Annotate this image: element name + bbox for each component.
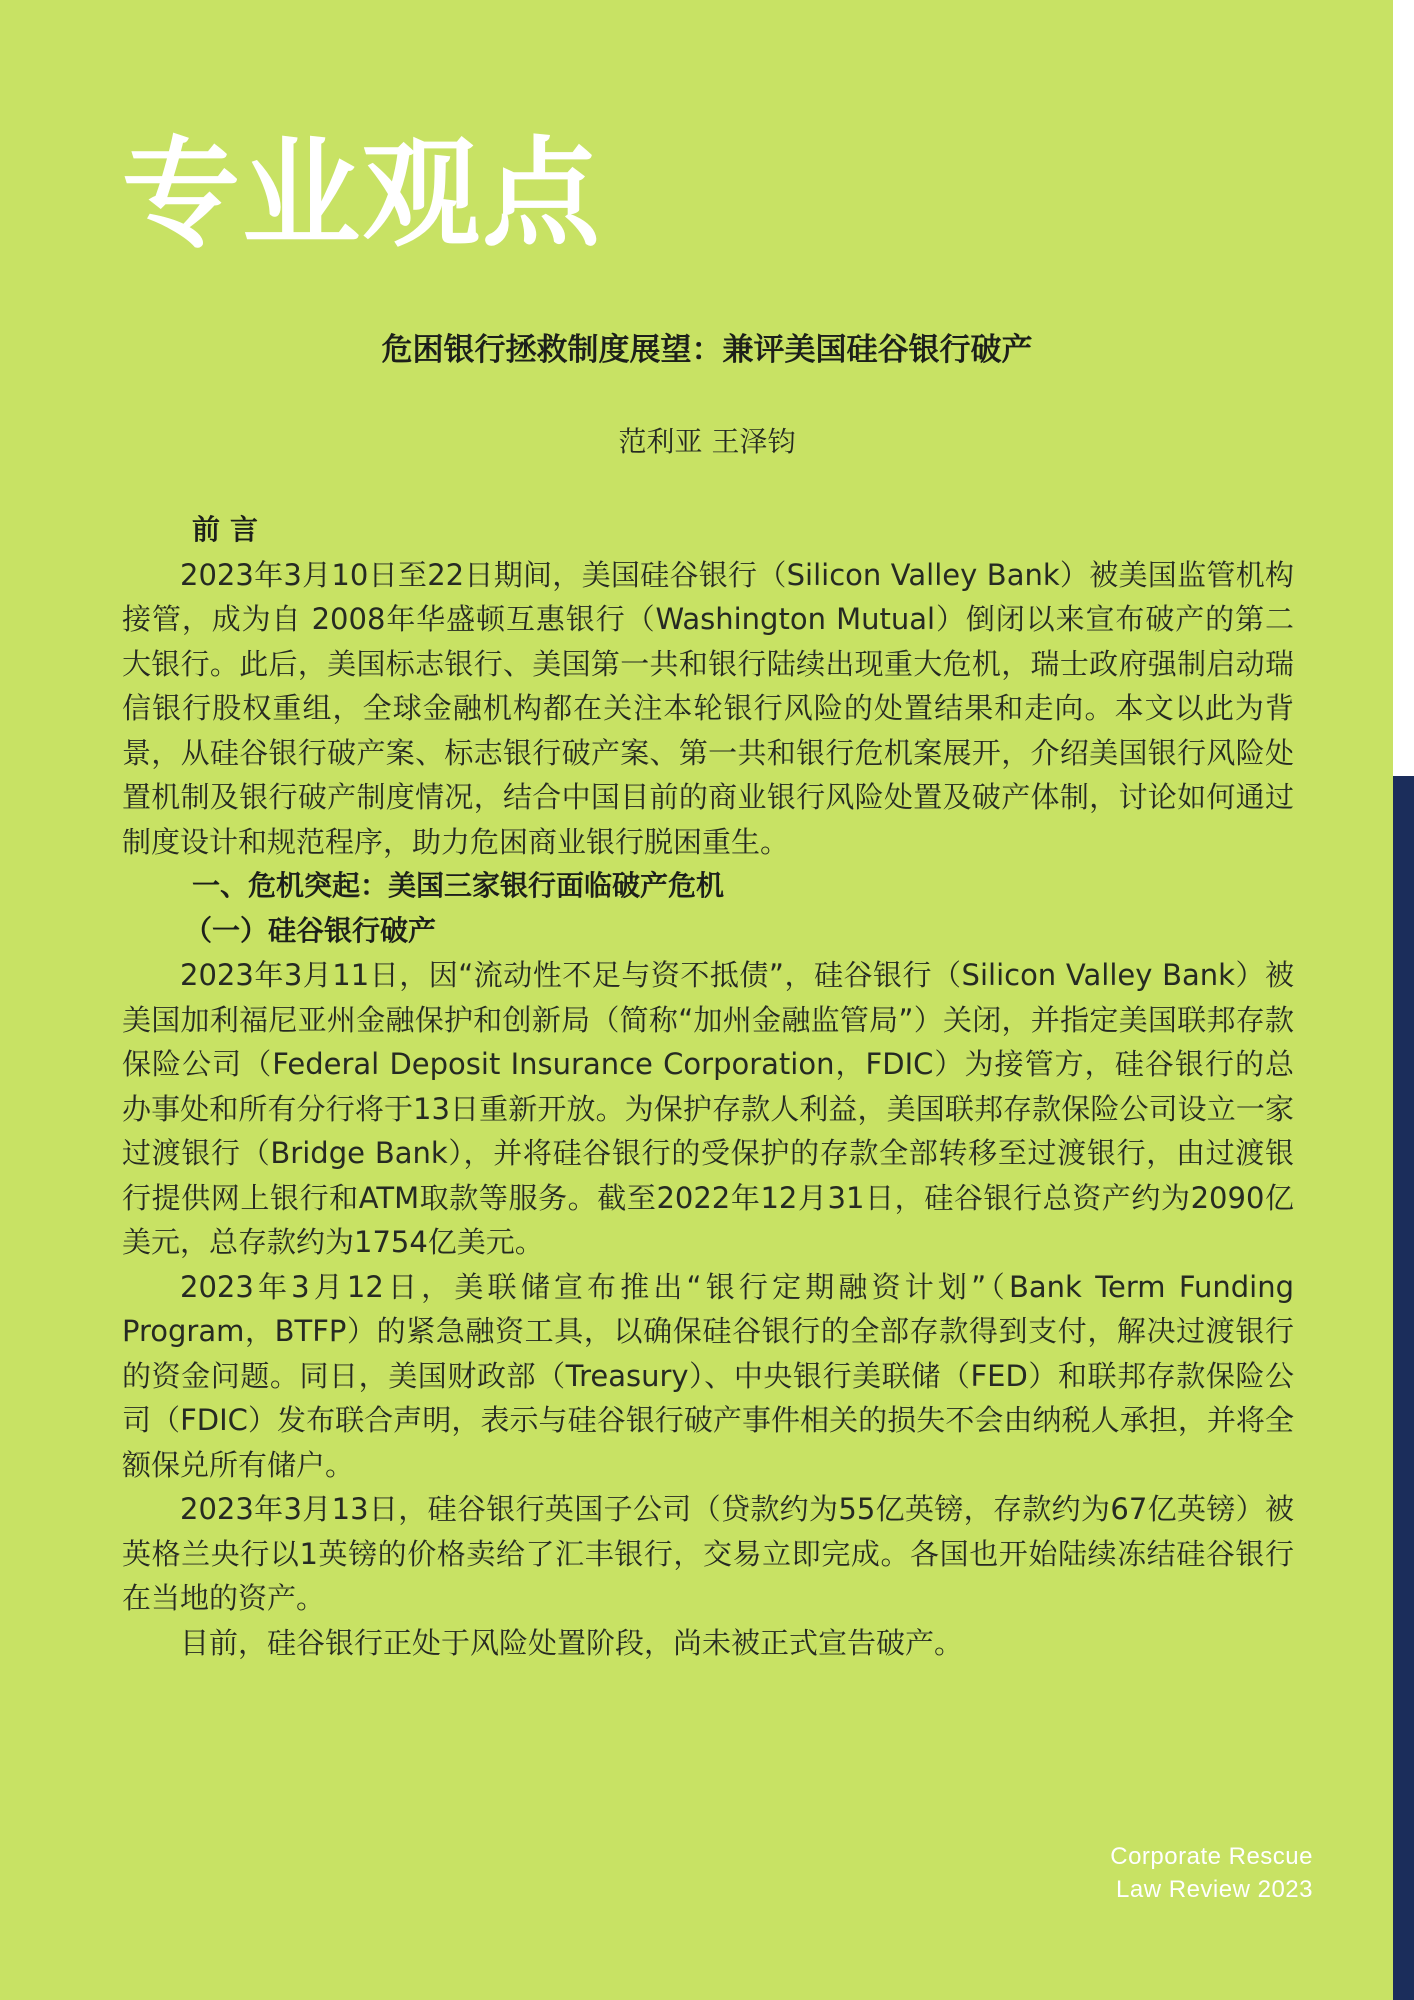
footer-line-1: Corporate Rescue [1110, 1843, 1313, 1870]
body-paragraph: 2023年3月11日，因“流动性不足与资不抵债”，硅谷银行（Silicon Valley Bank）被美国加利福尼亚州金融保护和创新局（简称“加州金融监管局”）关闭，并指定美国联邦存款保险公司（Federal Deposit Insurance Corporation，FDIC）为接管方，硅谷银行的总办事处和所有分行将于13日重新开放。为保护存款人利益，美国联邦存款保险公司设立一家过渡银行（Bridge Bank），并将硅谷银行的受保护的存款全部转移至过渡银行，由过渡银行提供网上银行和ATM取款等服务。截至2022年12月31日，硅谷银行总资产约为2090亿美元，总存款约为1754亿美元。 [122, 958, 1294, 1259]
section-1-heading: 一、危机突起：美国三家银行面临破产危机 [192, 869, 725, 902]
footer-publication-mark [1110, 1840, 1313, 1906]
body-paragraph: 2023年3月13日，硅谷银行英国子公司（贷款约为55亿英镑，存款约为67亿英镑）被英格兰央行以1英镑的价格卖给了汇丰银行，交易立即完成。各国也开始陆续冻结硅谷银行在当地的资产。 [122, 1492, 1294, 1615]
right-edge-navy-stripe [1393, 776, 1414, 2000]
footer-line-2: Law Review 2023 [1116, 1876, 1313, 1903]
preface-heading: 前言 [192, 513, 269, 546]
right-edge-white-strip [1393, 0, 1414, 776]
body-paragraph: 2023年3月12日，美联储宣布推出“银行定期融资计划”（Bank Term Funding Program，BTFP）的紧急融资工具，以确保硅谷银行的全部存款得到支付，解决过渡银行的资金问题。同日，美国财政部（Treasury）、中央银行美联储（FED）和联邦存款保险公司（FDIC）发布联合声明，表示与硅谷银行破产事件相关的损失不会由纳税人承担，并将全额保兑所有储户。 [122, 1269, 1294, 1482]
article-title: 危困银行拯救制度展望：兼评美国硅谷银行破产 [381, 332, 1033, 368]
article-authors: 范利亚 王泽钧 [618, 425, 796, 458]
article-body [122, 508, 1294, 1665]
body-paragraph: 目前，硅谷银行正处于风险处置阶段，尚未被正式宣告破产。 [180, 1625, 964, 1660]
preface-paragraph: 2023年3月10日至22日期间，美国硅谷银行（Silicon Valley Bank）被美国监管机构接管，成为自 2008年华盛顿互惠银行（Washington Mutual）倒闭以来宣布破产的第二大银行。此后，美国标志银行、美国第一共和银行陆续出现重大危机，瑞士政府强制启动瑞信银行股权重组，全球金融机构都在关注本轮银行风险的处置结果和走向。本文以此为背景，从硅谷银行破产案、标志银行破产案、第一共和银行危机案展开，介绍美国银行风险处置机制及银行破产制度情况，结合中国目前的商业银行风险处置及破产体制，讨论如何通过制度设计和规范程序，助力危困商业银行脱困重生。 [122, 557, 1294, 859]
section-heading: 专业观点 [122, 125, 603, 263]
subsection-1-heading: （一）硅谷银行破产 [184, 913, 437, 947]
